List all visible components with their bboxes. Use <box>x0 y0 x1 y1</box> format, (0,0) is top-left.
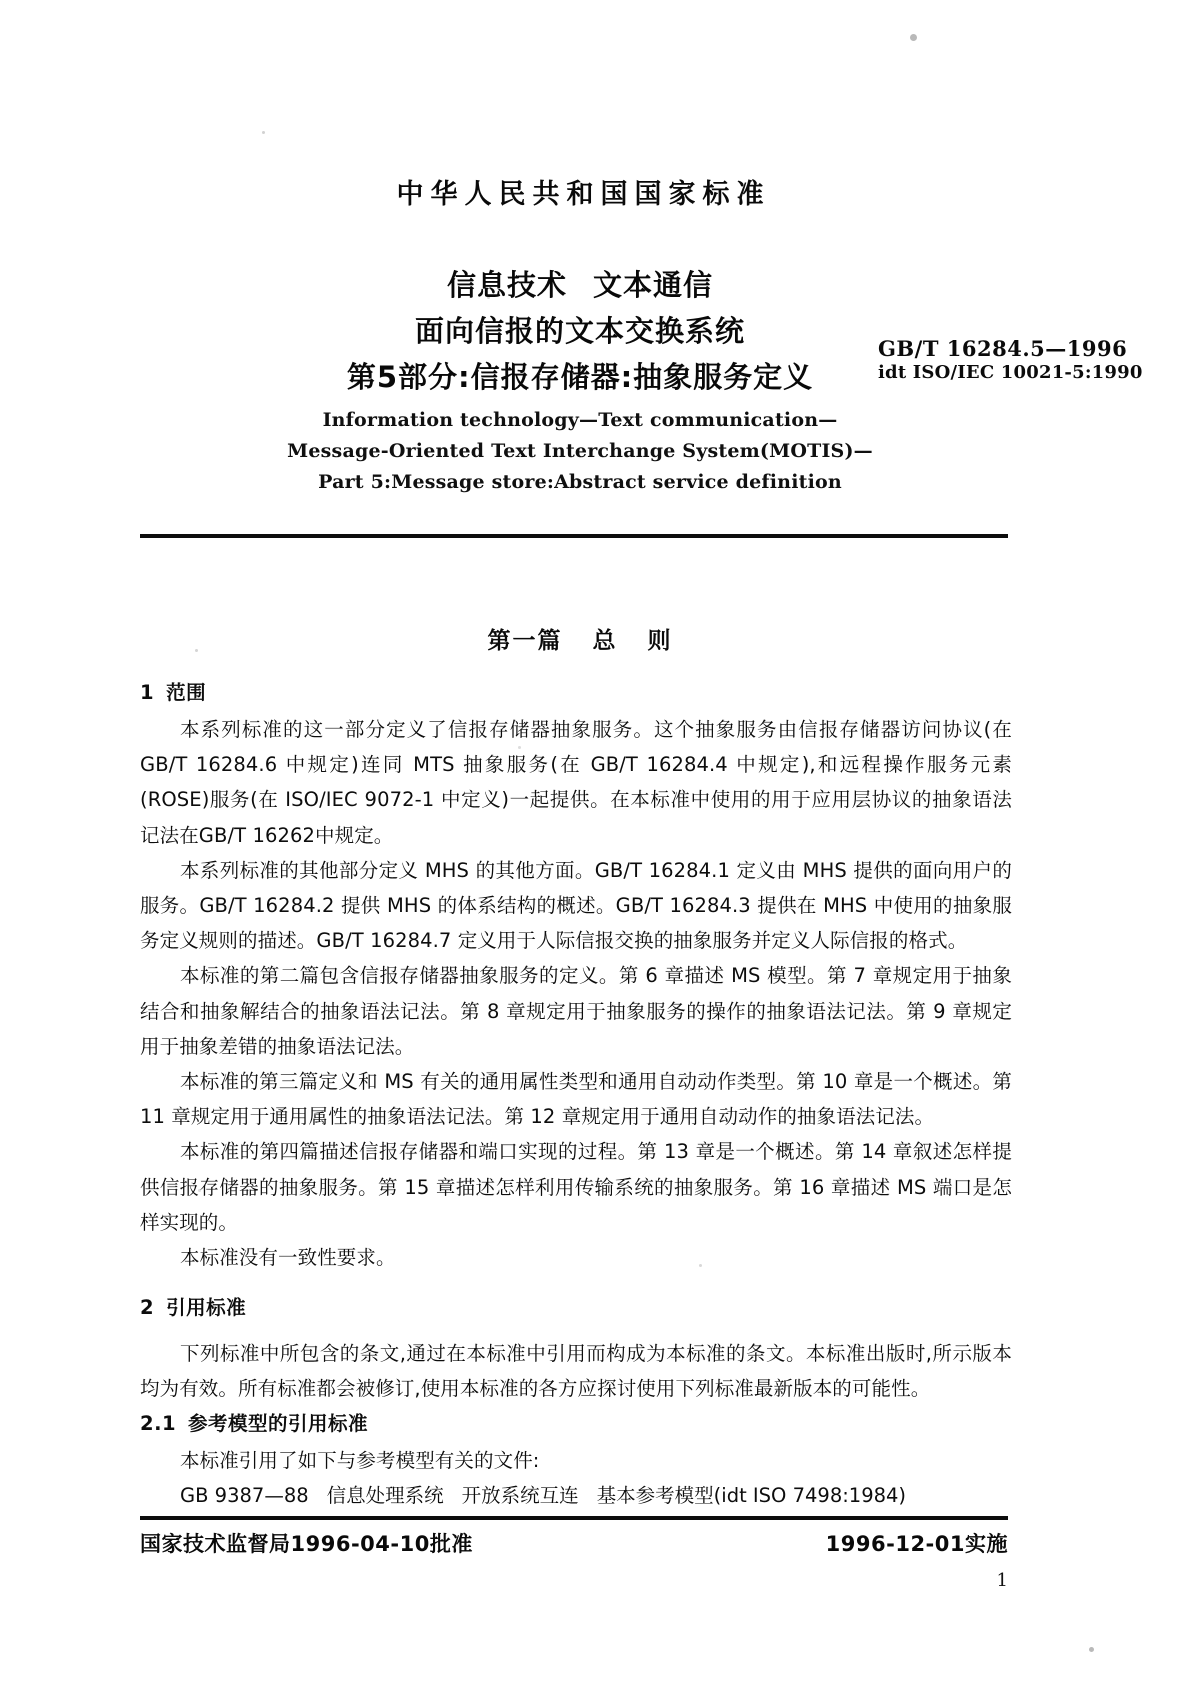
page-footer <box>140 1528 1008 1558</box>
clause-2-title: 引用标准 <box>166 1296 247 1320</box>
clause-1-paragraph-2: 本系列标准的其他部分定义 MHS 的其他方面。GB/T 16284.1 定义由 MHS 提供的面向用户的服务。GB/T 16284.2 提供 MHS 的体系结构的概述。GB/T 16284.3 提供在 MHS 中使用的抽象服务定义规则的描述。GB/T 16284.7 定义用于人际信报交换的抽象服务并定义人际信报的格式。 <box>140 858 1012 953</box>
clause-1-number: 1 <box>140 681 155 704</box>
footer-divider-rule <box>140 1516 1008 1520</box>
subclause-2-1-number: 2.1 <box>140 1411 177 1435</box>
clause-2-spacer <box>140 1327 1012 1336</box>
reference-text-a: 信息处理系统 <box>326 1483 444 1507</box>
clause-1-paragraph-6: 本标准没有一致性要求。 <box>180 1246 396 1270</box>
standard-number-block <box>878 336 1148 384</box>
english-title-line-1: Information technology—Text communication— <box>322 409 838 431</box>
masthead <box>140 180 1020 210</box>
clause-1-paragraph-5: 本标准的第四篇描述信报存储器和端口实现的过程。第 13 章是一个概述。第 14 章叙述怎样提供信报存储器的抽象服务。第 15 章描述怎样利用传输系统的抽象服务。第 16 章描述 MS 端口是怎样实现的。 <box>140 1140 1012 1234</box>
english-title-block <box>140 405 1020 498</box>
document-body <box>140 676 1012 1513</box>
reference-code: GB 9387—88 <box>180 1483 309 1507</box>
title-line-2: 面向信报的文本交换系统 <box>414 314 745 348</box>
title-line-1 <box>140 262 1020 308</box>
clause-2-paragraph-1: 下列标准中所包含的条文,通过在本标准中引用而构成为本标准的条文。本标准出版时,所示版本均为有效。所有标准都会被修订,使用本标准的各方应探讨使用下列标准最新版本的可能性。 <box>140 1342 1012 1401</box>
standard-designation: GB/T 16284.5—1996 <box>878 336 1128 361</box>
part-heading-prefix: 第一篇 <box>487 628 563 654</box>
implementation-statement: 1996-12-01实施 <box>825 1532 1008 1556</box>
clause-2-heading <box>140 1291 1012 1325</box>
page-content <box>140 0 1143 1684</box>
part-heading-name-a: 总 <box>592 628 618 654</box>
national-standard-label: 中华人民共和国国家标准 <box>396 179 771 210</box>
standard-equivalence: idt ISO/IEC 10021-5:1990 <box>878 362 1143 383</box>
clause-1-paragraph-3: 本标准的第二篇包含信报存储器抽象服务的定义。第 6 章描述 MS 模型。第 7 章规定用于抽象结合和抽象解结合的抽象语法记法。第 8 章规定用于抽象服务的操作的抽象语法记法。第 9 章规定用于抽象差错的抽象语法记法。 <box>140 964 1012 1058</box>
reference-text-c: 基本参考模型(idt ISO 7498:1984) <box>596 1483 907 1507</box>
title-line-1-part-b: 文本通信 <box>593 268 714 302</box>
subclause-2-1-paragraph-1: 本标准引用了如下与参考模型有关的文件: <box>180 1448 540 1472</box>
header-divider-rule <box>140 534 1008 538</box>
subclause-2-1-title: 参考模型的引用标准 <box>188 1411 369 1435</box>
part-heading-name-b: 则 <box>647 628 673 654</box>
clause-1-paragraph-1: 本系列标准的这一部分定义了信报存储器抽象服务。这个抽象服务由信报存储器访问协议(在GB/T 16284.6 中规定)连同 MTS 抽象服务(在 GB/T 16284.4 中规定),和远程操作服务元素(ROSE)服务(在 ISO/IEC 9072-1 中定义)一起提供。在本标准中使用的用于应用层协议的抽象语法记法在GB/T 16262中规定。 <box>140 718 1012 847</box>
title-line-1-part-a: 信息技术 <box>446 268 567 302</box>
clause-2-number: 2 <box>140 1296 155 1320</box>
clause-spacer <box>140 1275 1012 1291</box>
english-title-line-2: Message-Oriented Text Interchange System(MOTIS)— <box>287 440 873 462</box>
reference-text-b: 开放系统互连 <box>461 1483 579 1507</box>
scan-speckle <box>1089 1647 1094 1652</box>
clause-1-paragraph-4: 本标准的第三篇定义和 MS 有关的通用属性类型和通用自动动作类型。第 10 章是一个概述。第 11 章规定用于通用属性的抽象语法记法。第 12 章规定用于通用自动动作的抽象语法记法。 <box>140 1070 1012 1129</box>
clause-1-title: 范围 <box>166 681 207 704</box>
approval-statement: 国家技术监督局1996-04-10批准 <box>140 1532 473 1556</box>
english-title-line-3: Part 5:Message store:Abstract service definition <box>318 471 842 493</box>
page-number: 1 <box>996 1570 1008 1591</box>
reference-item-gb9387 <box>140 1478 1012 1513</box>
part-heading <box>140 622 1020 655</box>
clause-1-heading <box>140 676 1012 710</box>
title-line-3: 第5部分:信报存储器:抽象服务定义 <box>346 360 814 394</box>
subclause-2-1-heading <box>140 1407 1012 1441</box>
